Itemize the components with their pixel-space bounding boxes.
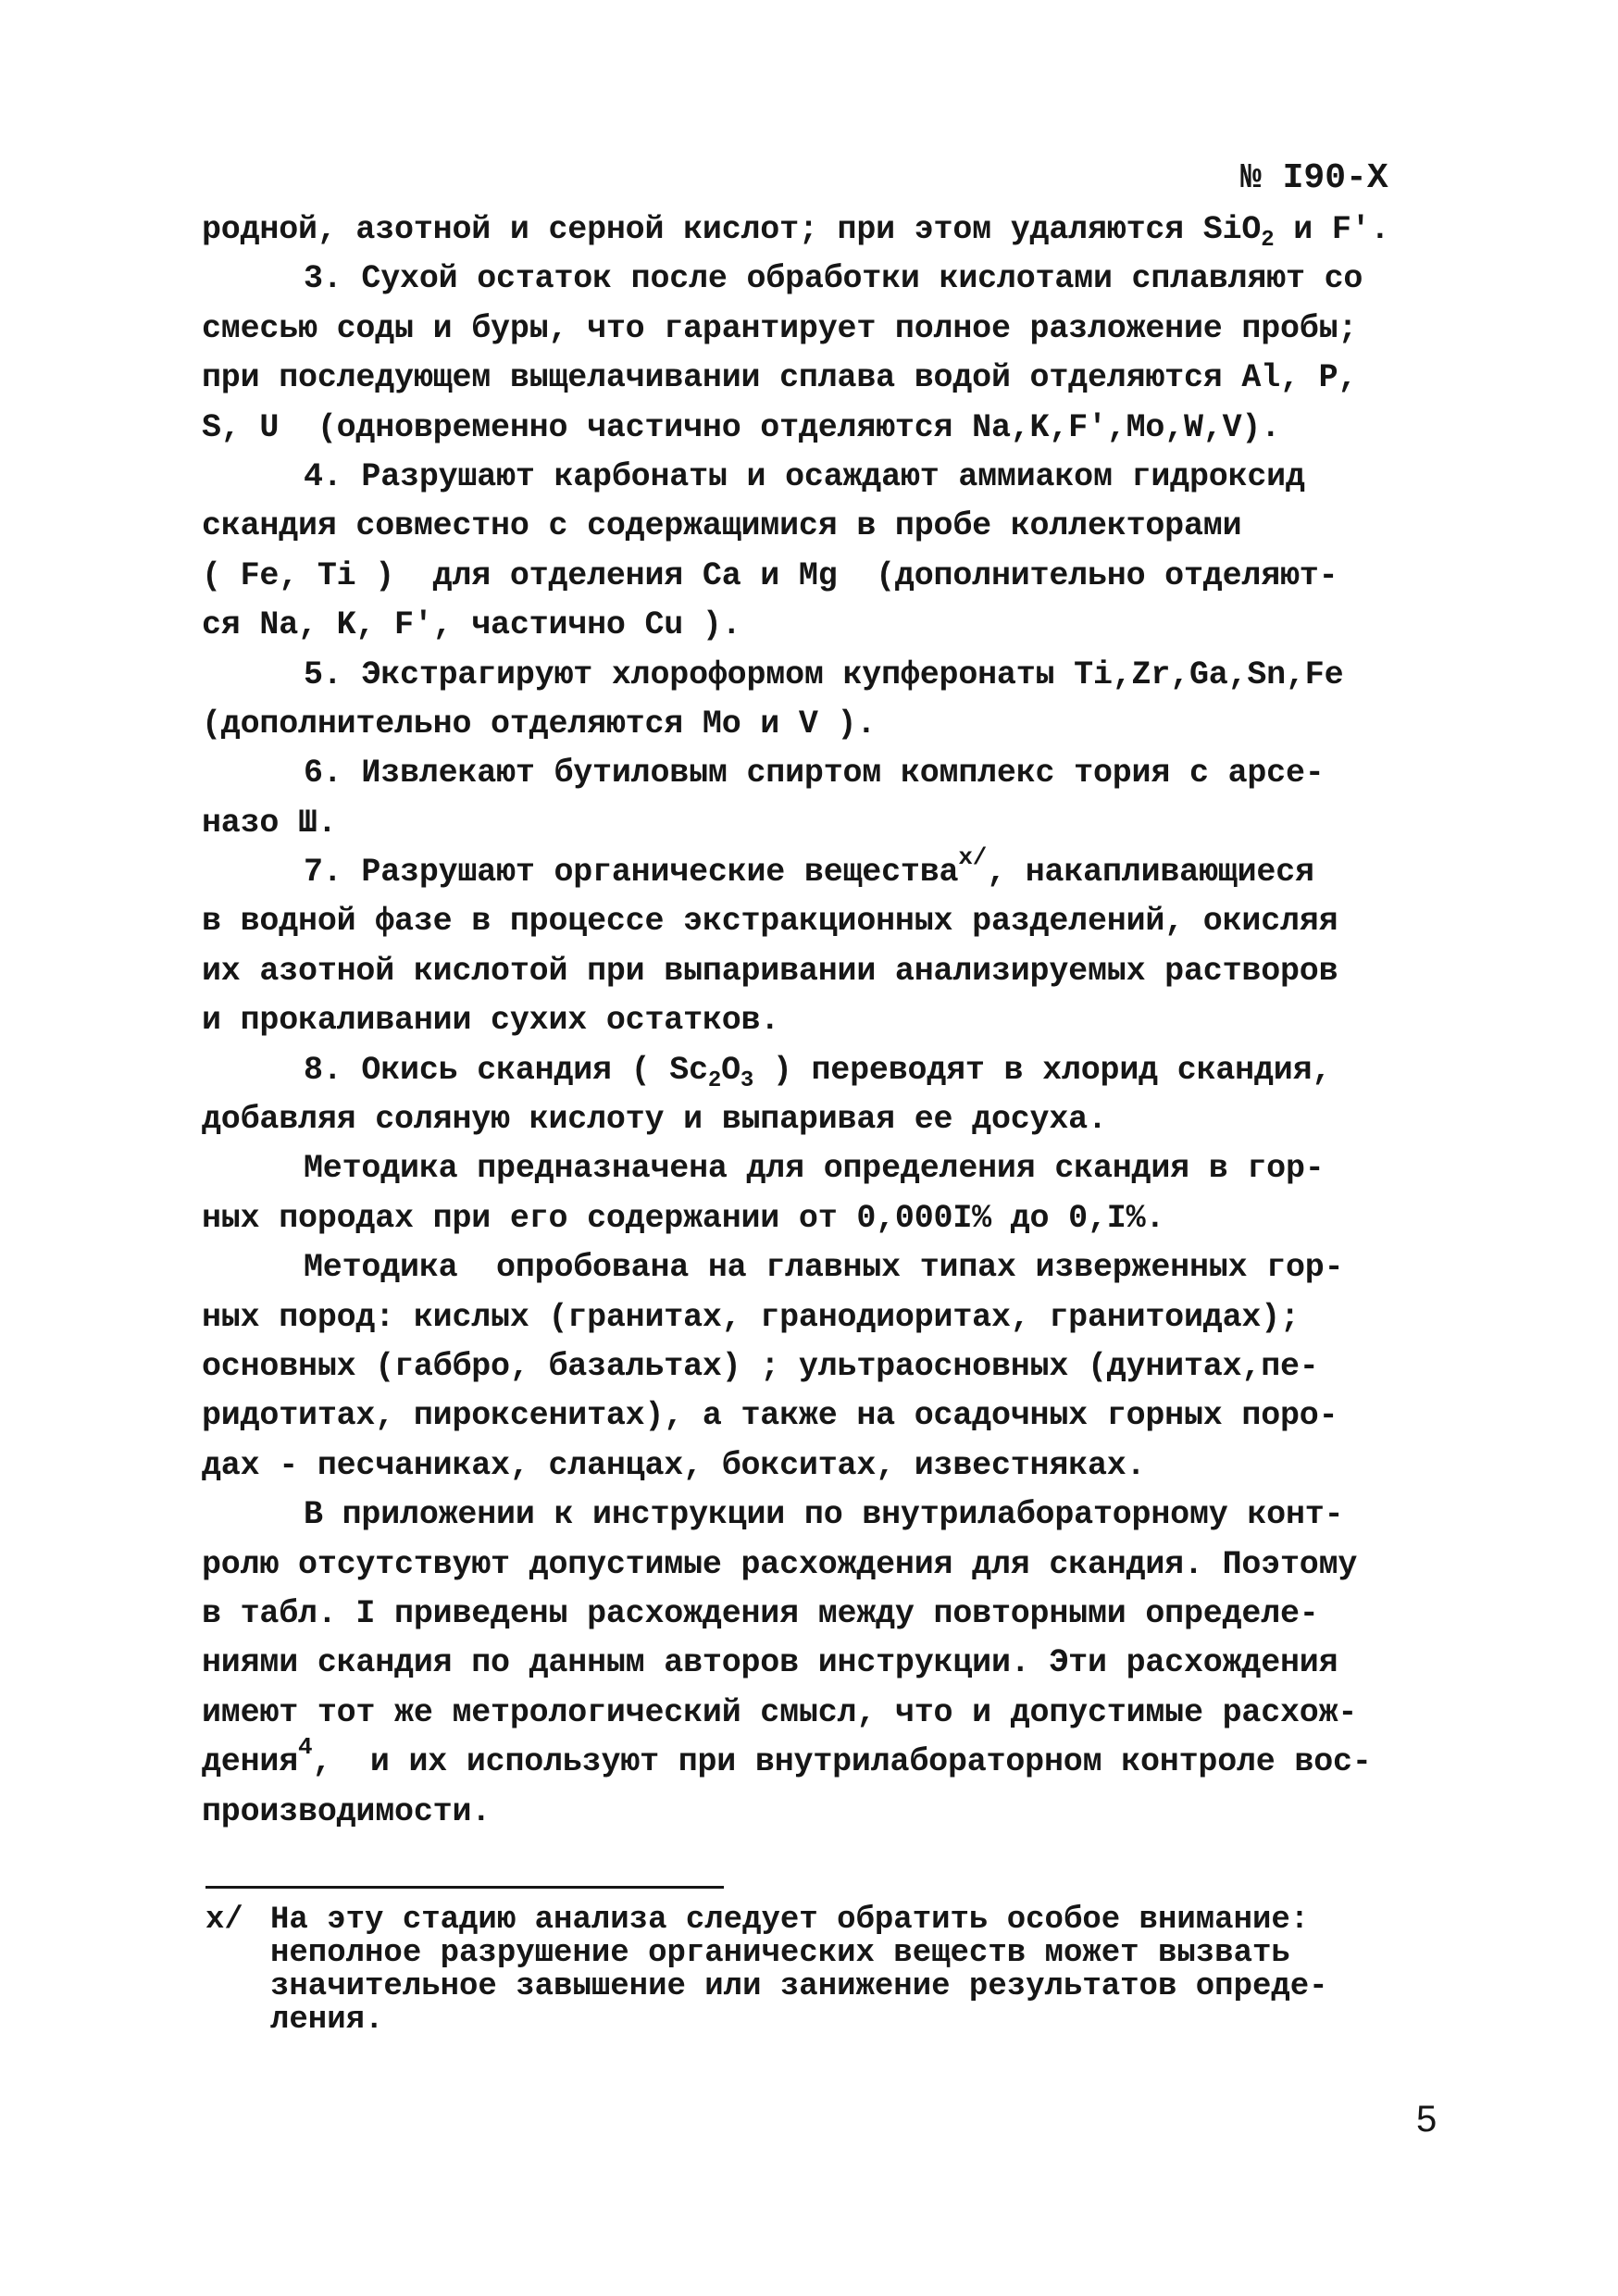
text-line: скандия совместно с содержащимися в пробе коллекторами [202,507,1242,545]
page-number: 5 [1416,2099,1438,2140]
text-fragment: , и их используют при внутрилабораторном контроле вос- [312,1743,1372,1781]
text-line: Методика опробована на главных типах изверженных гор- [304,1249,1344,1287]
subscript: 2 [707,1067,722,1093]
text-fragment: и F'. [1274,211,1390,248]
purpose-paragraph [202,1144,1424,1243]
text-line: их азотной кислотой при выпаривании анализируемых растворов [202,952,1338,990]
text-fragment: O [721,1051,741,1089]
text-line: 6. Извлекают бутиловым спиртом комплекс тория с арсе- [304,755,1325,792]
text-line: 5. Экстрагируют хлороформом купферонаты Ti,Zr,Ga,Sn,Fe [304,655,1344,693]
text-fragment: дения [202,1743,299,1781]
footnote-line: значительное завышение или занижение результатов опреде- [270,1969,1328,2004]
text-line: ниями скандия по данным авторов инструкции. Эти расхождения [202,1644,1338,1682]
item-4 [202,453,1424,651]
text-fragment: , накапливающиеся [987,854,1314,892]
text-line: дах - песчаниках, сланцах, бокситах, известняках. [202,1446,1146,1484]
text-line: В приложении к инструкции по внутрилабораторному конт- [304,1496,1344,1534]
text-fragment: родной, азотной и серной кислот; при этом удаляются SiO [202,211,1262,248]
text-line: основных (габбро, базальтах) ; ультраосновных (дунитах,пе- [202,1347,1319,1385]
footnote-marker: х/ [205,1903,243,1938]
text-line: ( Fe, Ti ) для отделения Ca и Mg (дополнительно отделяют- [202,556,1338,594]
text-line: ся Na, K, F', частично Cu ). [202,606,741,644]
text-fragment: 7. Разрушают органические вещества [304,854,959,892]
text-line: в табл. I приведены расхождения между повторными определе- [202,1594,1319,1632]
text-line [202,843,1424,897]
text-line: и прокаливании сухих остатков. [202,1002,780,1040]
item-7 [202,843,1424,1046]
text-line: имеют тот же метрологический смысл, что и допустимые расхож- [202,1693,1358,1731]
text-line [202,1046,1424,1095]
text-line [202,1733,1424,1787]
text-line: ридотитах, пироксенитах), а также на осадочных горных поро- [202,1397,1338,1435]
text-line: ных пород: кислых (гранитах, гранодиоритах, гранитоидах); [202,1298,1300,1336]
text-line [202,206,1424,255]
item-8 [202,1046,1424,1145]
tested-paragraph [202,1243,1424,1491]
reference-number: 4 [298,1733,313,1762]
text-line: в водной фазе в процессе экстракционных разделений, окисляя [202,903,1338,941]
text-line: (дополнительно отделяются Mo и V ). [202,705,877,742]
item-5 [202,651,1424,750]
text-line: добавляя соляную кислоту и выпаривая ее досуха. [202,1101,1107,1139]
subscript: 2 [1261,228,1275,253]
text-line: при последующем выщелачивании сплава водой отделяются Al, P, [202,359,1358,397]
item-3 [202,255,1424,453]
text-fragment: ) переводят в хлорид скандия, [753,1051,1332,1089]
text-line: производимости. [202,1792,492,1830]
appendix-paragraph [202,1491,1424,1837]
text-line: назо Ш. [202,804,337,842]
text-line: S, U (одновременно частично отделяются Na,K,F',Mo,W,V). [202,408,1280,446]
text-line: ролю отсутствуют допустимые расхождения для скандия. Поэтому [202,1545,1358,1583]
footnote [205,1903,1437,2037]
text-line: смесью соды и буры, что гарантирует полное разложение пробы; [202,309,1358,347]
body-text [202,206,1424,1837]
text-line: 4. Разрушают карбонаты и осаждают аммиаком гидроксид [304,457,1305,495]
text-line: ных породах при его содержании от 0,000I% до 0,I%. [202,1199,1165,1237]
footnote-reference: х/ [958,843,988,872]
subscript: 3 [740,1067,754,1093]
footnote-line: неполное разрушение органических веществ может вызвать [270,1936,1290,1971]
text-line: Методика предназначена для определения скандия в гор- [304,1150,1325,1188]
text-line: 3. Сухой остаток после обработки кислотами сплавляют со [304,260,1363,298]
footnote-divider [205,1886,724,1889]
footnote-line [205,1903,1437,1937]
document-number: № I90-Х [1240,158,1388,198]
footnote-line: ления. [270,2003,384,2038]
item-6 [202,749,1424,848]
footnote-text: На эту стадию анализа следует обратить особое внимание: [270,1903,1310,1938]
text-fragment: 8. Окись скандия ( Sc [304,1051,708,1089]
